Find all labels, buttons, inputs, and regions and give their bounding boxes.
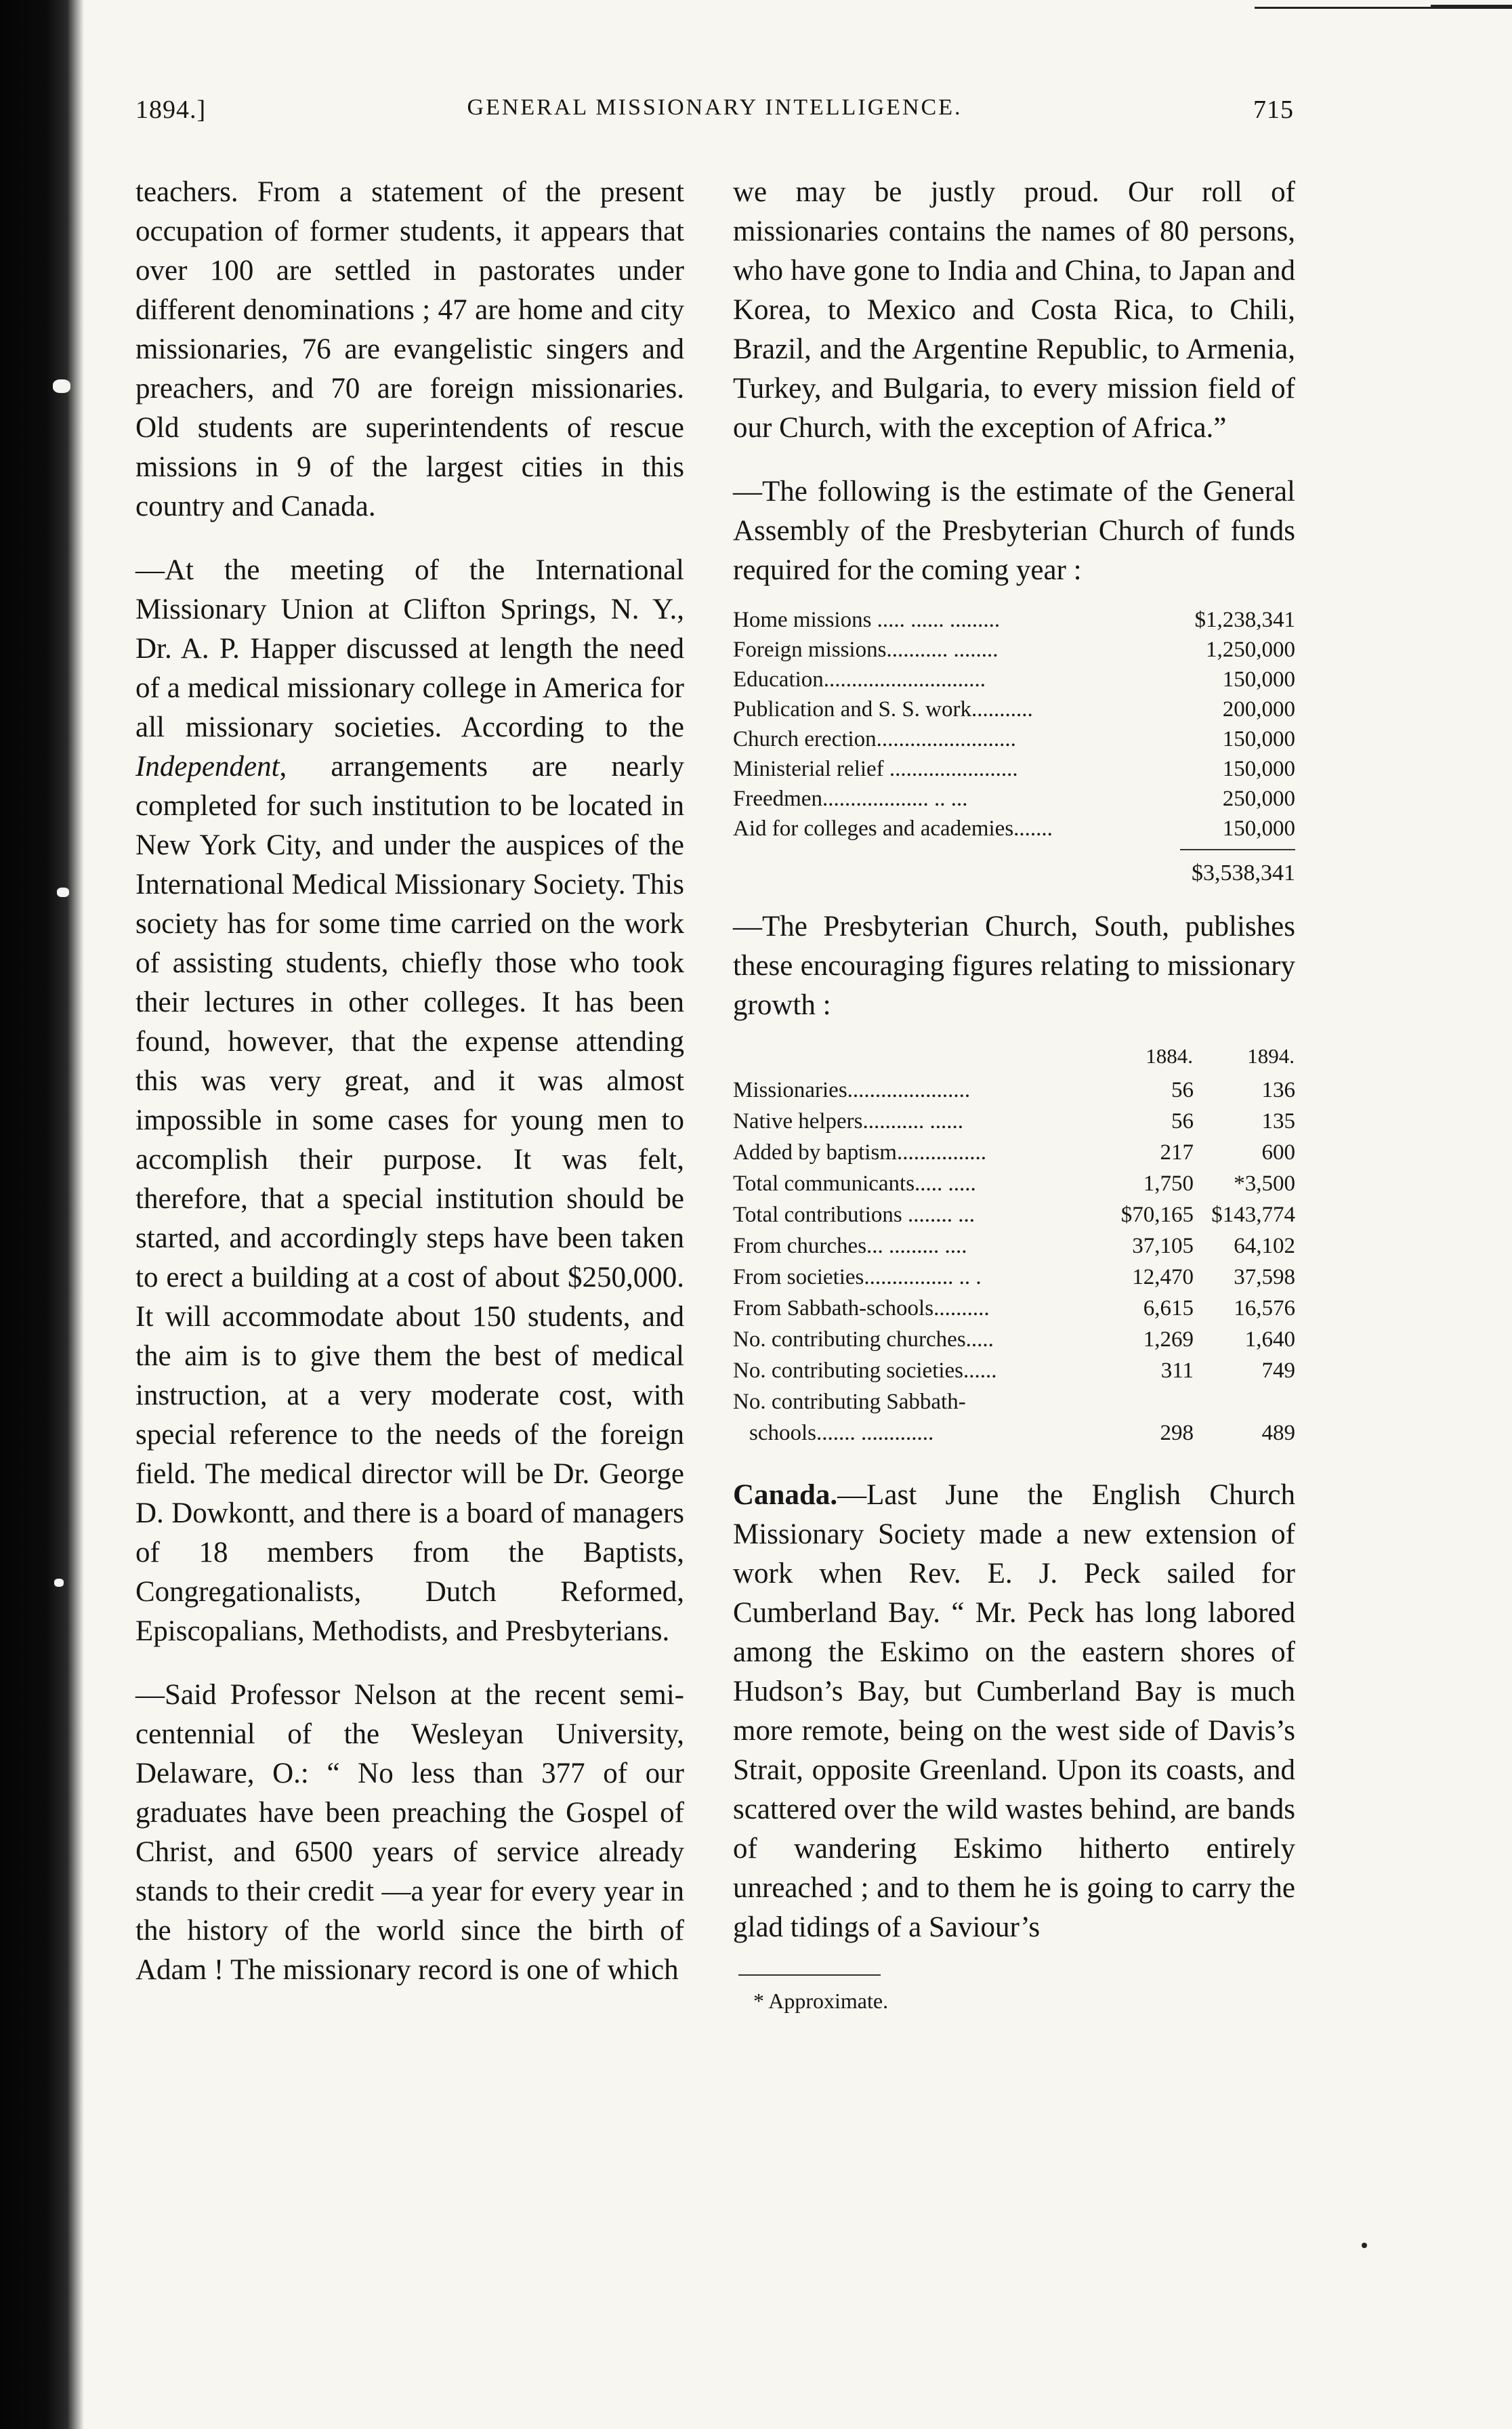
growth-label: From Sabbath-schools.......... bbox=[733, 1296, 990, 1321]
table-row bbox=[733, 1324, 1295, 1355]
estimate-amount: 1,250,000 bbox=[1206, 638, 1295, 662]
book-spine-shadow bbox=[0, 0, 84, 2429]
growth-label: No. contributing societies...... bbox=[733, 1358, 997, 1383]
growth-1884: 1,269 bbox=[1143, 1327, 1194, 1352]
paragraph-medical-college-post: , arrangements are nearly completed for such institution to be located in New York City, and under the auspices of the International Medical Missionary Society. This society has for some time carried on the work of assisting students, chiefly those who took their lectures in other colleges. It has been found, however, that the expense attending this was very great, and it was almost impossible in some cases for young men to accomplish their purpose. It was felt, therefore, that a special institution should be started, and accordingly steps have been taken to erect a building at a cost of about $250,000. It will accommodate about 150 students, and the aim is to give them the best of medical instruction, at a very moderate cost, with special reference to the needs of the foreign field. The medical director will be Dr. George D. Dowkontt, and there is a board of managers of 18 members from the Baptists, Congregationalists, Dutch Reformed, Episcopalians, Methodists, and Presbyterians. bbox=[135, 751, 684, 1647]
table-row bbox=[733, 754, 1295, 784]
growth-label: From societies................ .. . bbox=[733, 1265, 982, 1289]
spine-speck bbox=[54, 1579, 64, 1587]
table-row bbox=[733, 1199, 1295, 1230]
estimate-amount: 250,000 bbox=[1222, 787, 1295, 811]
header-year: 1894.] bbox=[135, 96, 207, 124]
table-row bbox=[733, 1417, 1295, 1449]
growth-table bbox=[733, 1040, 1295, 1449]
table-row bbox=[733, 635, 1295, 665]
growth-1884: 37,105 bbox=[1132, 1234, 1194, 1258]
estimate-total: $3,538,341 bbox=[1180, 849, 1295, 890]
growth-1894: 16,576 bbox=[1234, 1296, 1295, 1321]
growth-1884: 298 bbox=[1160, 1421, 1194, 1445]
page-number: 715 bbox=[1253, 96, 1294, 124]
paragraph-estimate-intro: —The following is the estimate of the General Assembly of the Presbyterian Church of funds required for the coming year : bbox=[733, 476, 1295, 586]
table-row bbox=[733, 1262, 1295, 1293]
table-row bbox=[733, 784, 1295, 814]
running-title: GENERAL MISSIONARY INTELLIGENCE. bbox=[467, 95, 963, 120]
paragraph-growth-intro: —The Presbyterian Church, South, publishes these encouraging figures relating to missionary growth : bbox=[733, 911, 1295, 1021]
table-row bbox=[733, 605, 1295, 635]
table-row bbox=[733, 1230, 1295, 1262]
growth-1894: *3,500 bbox=[1234, 1171, 1295, 1196]
growth-label: Total contributions ........ ... bbox=[733, 1203, 975, 1227]
table-row bbox=[733, 724, 1295, 754]
table-row bbox=[733, 1293, 1295, 1324]
growth-1884: 1,750 bbox=[1143, 1171, 1194, 1196]
right-column bbox=[733, 173, 1295, 2016]
estimate-amount: 150,000 bbox=[1222, 667, 1295, 692]
growth-label: Total communicants..... ..... bbox=[733, 1171, 976, 1196]
estimate-label: Education............................. bbox=[733, 667, 986, 692]
growth-label: Missionaries...................... bbox=[733, 1078, 971, 1102]
growth-header-label bbox=[733, 1040, 1092, 1075]
estimate-amount: $1,238,341 bbox=[1194, 608, 1295, 632]
estimate-label: Foreign missions........... ........ bbox=[733, 638, 999, 662]
growth-1884: 6,615 bbox=[1143, 1296, 1194, 1321]
estimate-amount: 150,000 bbox=[1222, 757, 1295, 781]
table-header-row bbox=[733, 1040, 1295, 1075]
left-column bbox=[135, 173, 684, 2005]
growth-label: From churches... ......... .... bbox=[733, 1234, 967, 1258]
corner-rule-mark bbox=[1431, 5, 1512, 7]
page-header bbox=[135, 95, 1294, 142]
growth-label: No. contributing churches..... bbox=[733, 1327, 994, 1352]
margin-dot bbox=[1362, 2243, 1367, 2248]
growth-1884: 56 bbox=[1171, 1078, 1194, 1102]
table-row bbox=[733, 1168, 1295, 1199]
growth-header-1894: 1894. bbox=[1247, 1044, 1295, 1068]
spine-speck bbox=[53, 379, 70, 393]
spine-speck bbox=[57, 888, 69, 897]
independent-italic: Independent bbox=[135, 751, 280, 783]
paragraph-medical-college-pre: —At the meeting of the International Missionary Union at Clifton Springs, N. Y., Dr. A. P. Happer discussed at length the need of a medical missionary college in America for all missionary societies. According to the bbox=[135, 554, 684, 743]
growth-1884: $70,165 bbox=[1120, 1203, 1194, 1227]
growth-1884: 217 bbox=[1160, 1140, 1194, 1165]
estimate-label: Church erection......................... bbox=[733, 727, 1016, 751]
growth-1894: $143,774 bbox=[1211, 1203, 1295, 1227]
growth-1884: 56 bbox=[1171, 1109, 1194, 1134]
growth-1894 bbox=[1194, 1386, 1295, 1417]
paragraph-nelson: —Said Professor Nelson at the recent semi-centennial of the Wesleyan University, Delaware, O.: “ No less than 377 of our graduates have been preaching the Gospel of Christ, and 6500 years of service already stands to their credit —a year for every year in the history of the world since the birth of Adam ! The missionary record is one of which bbox=[135, 1679, 684, 1986]
table-row bbox=[733, 1075, 1295, 1106]
paragraph-teachers: teachers. From a statement of the present occupation of former students, it appears that over 100 are settled in pastorates under different denominations ; 47 are home and city missionaries, 76 are evangelistic singers and preachers, and 70 are foreign missionaries. Old students are superintendents of rescue missions in 9 of the largest cities in this country and Canada. bbox=[135, 176, 684, 522]
growth-label: Added by baptism................ bbox=[733, 1140, 986, 1165]
table-row bbox=[733, 1137, 1295, 1168]
table-row bbox=[733, 1386, 1295, 1417]
growth-1894: 1,640 bbox=[1244, 1327, 1295, 1352]
estimate-table bbox=[733, 605, 1295, 844]
growth-1894: 136 bbox=[1261, 1078, 1295, 1102]
footnote-rule bbox=[738, 1974, 881, 1976]
growth-1894: 64,102 bbox=[1234, 1234, 1295, 1258]
estimate-label: Publication and S. S. work........... bbox=[733, 697, 1033, 722]
estimate-label: Ministerial relief ....................... bbox=[733, 757, 1018, 781]
growth-label: Native helpers........... ...... bbox=[733, 1109, 964, 1134]
estimate-amount: 150,000 bbox=[1222, 727, 1295, 751]
table-row bbox=[733, 665, 1295, 694]
growth-1894: 489 bbox=[1261, 1421, 1295, 1445]
canada-heading: Canada. bbox=[733, 1479, 838, 1511]
growth-1894: 600 bbox=[1261, 1140, 1295, 1165]
growth-label: No. contributing Sabbath- bbox=[733, 1390, 966, 1414]
paragraph-roll: we may be justly proud. Our roll of missionaries contains the names of 80 persons, who have gone to India and China, to Japan and Korea, to Mexico and Costa Rica, to Chili, Brazil, and the Argentine Republic, to Armenia, Turkey, and Bulgaria, to every mission field of our Church, with the exception of Africa.” bbox=[733, 176, 1295, 444]
estimate-total-row bbox=[733, 849, 1295, 890]
paragraph-canada-text: —Last June the English Church Missionary Society made a new extension of work when Rev. E. J. Peck sailed for Cumberland Bay. “ Mr. Peck has long labored among the Eskimo on the eastern shores of Hudson’s Bay, but Cumberland Bay is much more remote, being on the west side of Davis’s Strait, opposite Greenland. Upon its coasts, and scattered over the wild wastes behind, are bands of wandering Eskimo hitherto entirely unreached ; and to them he is going to carry the glad tidings of a Saviour’s bbox=[733, 1479, 1295, 1943]
table-row bbox=[733, 814, 1295, 844]
estimate-label: Freedmen................... .. ... bbox=[733, 787, 968, 811]
growth-1894: 135 bbox=[1261, 1109, 1295, 1134]
table-row bbox=[733, 694, 1295, 724]
estimate-amount: 150,000 bbox=[1222, 816, 1295, 841]
growth-label: schools....... ............. bbox=[749, 1421, 934, 1445]
table-row bbox=[733, 1106, 1295, 1137]
growth-header-1884: 1884. bbox=[1146, 1044, 1193, 1068]
growth-1884: 12,470 bbox=[1132, 1265, 1194, 1289]
table-row bbox=[733, 1355, 1295, 1386]
estimate-label: Home missions ..... ...... ......... bbox=[733, 608, 1001, 632]
estimate-amount: 200,000 bbox=[1222, 697, 1295, 722]
growth-1884: 311 bbox=[1160, 1358, 1194, 1383]
paragraph-medical-college bbox=[135, 551, 684, 1651]
growth-1884 bbox=[1092, 1386, 1194, 1417]
paragraph-canada bbox=[733, 1476, 1295, 1947]
growth-1894: 749 bbox=[1261, 1358, 1295, 1383]
footnote-approximate: * Approximate. bbox=[753, 1989, 889, 2013]
growth-1894: 37,598 bbox=[1234, 1265, 1295, 1289]
estimate-label: Aid for colleges and academies....... bbox=[733, 816, 1053, 841]
